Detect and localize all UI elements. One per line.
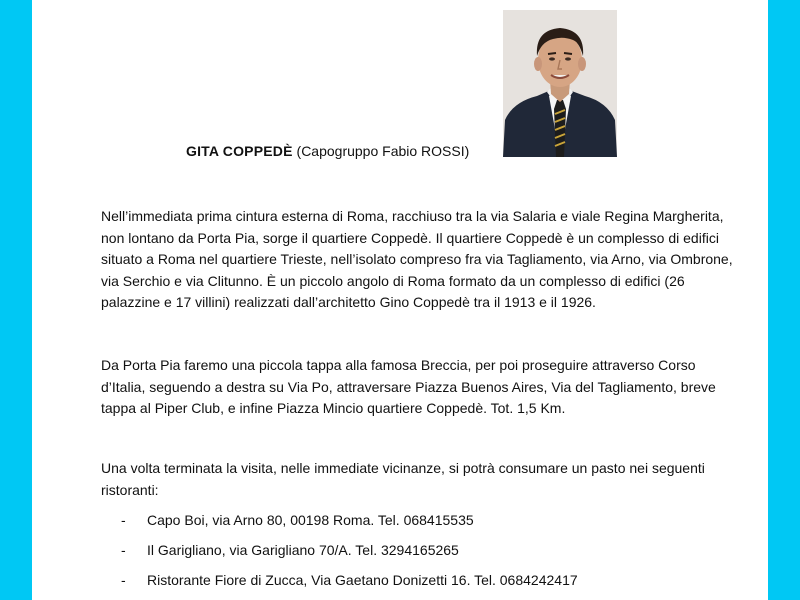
title-text: GITA COPPEDÈ xyxy=(186,143,293,159)
intro-paragraph: Nell’immediata prima cintura esterna di Roma, racchiuso tra la via Salaria e viale Regina Margherita, non lontano da Porta Pia, sorge il quartiere Coppedè. Il quartiere Coppedè è un complesso di edifici situato a Roma nel quartiere Trieste, nell’isolato compreso fra via Tagliamento, via Arno, via Ombrone, via Serchio e via Clitunno. È un piccolo angolo di Roma formato da un complesso di edifici (26 palazzine e 17 villini) realizzati dall’architetto Gino Coppedè tra il 1913 e il 1926. xyxy=(101,208,733,310)
document-page xyxy=(32,0,768,600)
portrait-photo xyxy=(503,10,617,157)
restaurant-entry: Capo Boi, via Arno 80, 00198 Roma. Tel. 068415535 xyxy=(147,512,474,528)
list-bullet: - xyxy=(121,512,126,528)
list-item xyxy=(121,570,578,600)
lunch-paragraph: Una volta terminata la visita, nelle immediate vicinanze, si potrà consumare un pasto nei seguenti ristoranti: xyxy=(101,460,705,498)
restaurant-entry: Ristorante Fiore di Zucca, Via Gaetano Donizetti 16. Tel. 0684242417 xyxy=(147,572,578,588)
route-paragraph: Da Porta Pia faremo una piccola tappa alla famosa Breccia, per poi proseguire attraverso Corso d’Italia, seguendo a destra su Via Po, attraversare Piazza Buenos Aires, Via del Tagliamento, breve tappa al Piper Club, e infine Piazza Mincio quartiere Coppedè. Tot. 1,5 Km. xyxy=(101,357,716,416)
page-title xyxy=(186,143,469,159)
list-item xyxy=(121,540,578,570)
list-bullet: - xyxy=(121,572,126,588)
list-bullet: - xyxy=(121,542,126,558)
restaurant-entry: Il Garigliano, via Garigliano 70/A. Tel. 3294165265 xyxy=(147,542,459,558)
restaurant-list xyxy=(121,510,578,600)
group-leader-text: (Capogruppo Fabio ROSSI) xyxy=(296,143,470,159)
list-item xyxy=(121,510,578,540)
